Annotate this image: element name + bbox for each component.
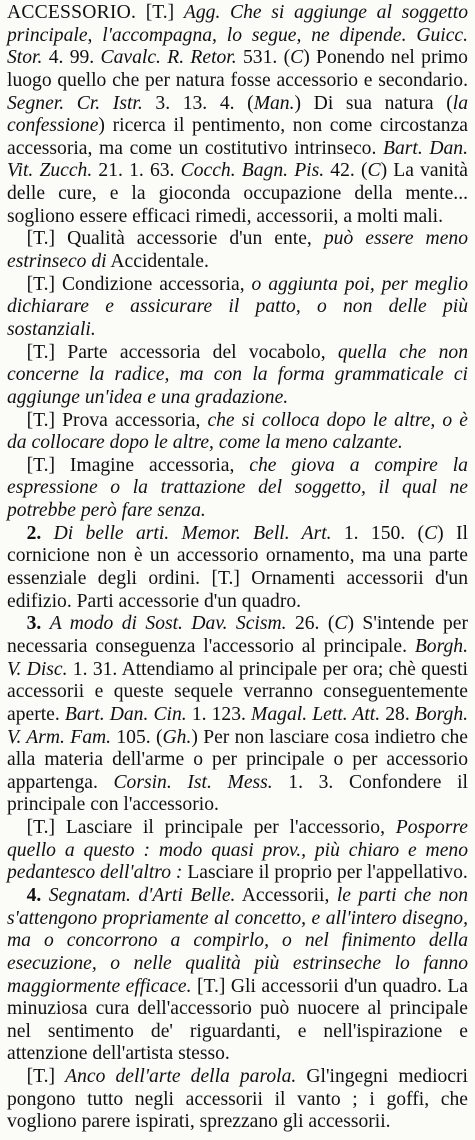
- text-run: 4. 99.: [42, 47, 101, 69]
- entry-paragraph: [7, 1066, 468, 1134]
- entry-paragraph: [7, 228, 468, 273]
- italic-text-run: o aggiunta poi, per meglio dichiarare e assicurare il patto, o non delle più sostanziali.: [7, 273, 468, 340]
- italic-text-run: l'accompagna, lo segue, ne dipende. Guicc. Stor.: [7, 24, 469, 69]
- entry-paragraph: [7, 885, 468, 1066]
- italic-text-run: C: [334, 613, 348, 635]
- italic-text-run: Man.: [253, 92, 295, 114]
- entry-paragraph: [7, 410, 468, 455]
- text-run: 3. 13. 4. (: [142, 92, 254, 114]
- text-run: ) Ponendo nel primo luogo quello che per natura fosse accessorio e secondario.: [7, 47, 468, 91]
- text-run: ) Di sua natura (: [294, 92, 453, 114]
- text-run: [T.] Condizione accessoria,: [26, 273, 252, 295]
- italic-text-run: Di belle arti. Memor. Bell. Art.: [53, 522, 332, 544]
- entry-paragraph: [7, 2, 468, 228]
- text-run: [T.] Gli accessorii d'un quadro. La minuziosa cura dell'accessorio può nuocere al principale nel sentimento de' riguardanti, e nell'ispirazione e attenzione dell'artista stesso.: [7, 975, 468, 1065]
- sense-number: 2.: [26, 522, 54, 544]
- text-run: 21. 1. 63.: [92, 160, 181, 182]
- entry-paragraph: [7, 342, 468, 410]
- text-run: ,: [87, 24, 103, 46]
- text-run: [T.]: [26, 1066, 66, 1088]
- italic-text-run: A modo di Sost. Dav. Scism.: [49, 613, 287, 635]
- italic-text-run: quella che non concerne la radice, ma con la forma grammaticale ci aggiunge un'idea e una gradazione.: [7, 341, 468, 408]
- italic-text-run: C: [424, 522, 438, 544]
- headword: ACCESSORIO.: [7, 2, 137, 23]
- entry-paragraph: [7, 274, 468, 342]
- italic-text-run: Anco dell'arte della parola.: [65, 1066, 297, 1088]
- italic-text-run: le parti che non s'attengono propriamente al concetto, e all'intero disegno, ma o concorrono a compirlo, o nel finimento della esecuzione, o nelle qualità più estrinseche lo fanno maggiormente efficace.: [7, 884, 468, 997]
- italic-text-run: Agg. Che si aggiunge al soggetto principale: [7, 2, 468, 46]
- text-run: 1. 150. (: [331, 522, 425, 544]
- italic-text-run: Bart. Dan. Cin.: [64, 703, 187, 725]
- italic-text-run: C: [367, 160, 381, 182]
- italic-text-run: Cavalc. R. Retor.: [100, 47, 237, 69]
- text-run: 1. 123.: [186, 703, 252, 725]
- italic-text-run: Cocch. Bagn. Pis.: [180, 160, 325, 182]
- text-run: [T.] Imagine accessoria,: [26, 454, 250, 476]
- text-run: Accidentale.: [106, 251, 209, 273]
- text-run: 531. (: [236, 47, 291, 69]
- italic-text-run: Posporre quello a questo : modo quasi prov., più chiaro e meno pedantesco dell'altro :: [7, 817, 468, 884]
- italic-text-run: può essere meno estrinseco di: [7, 228, 468, 273]
- text-run: [T.] Prova accessoria,: [26, 409, 208, 431]
- text-run: 1. 31. Attendiamo al principale per ora; chè questi accessorii e queste sequele verranno conseguentemente aperte.: [7, 658, 468, 725]
- text-run: 42. (: [324, 160, 368, 182]
- entry-paragraph: [7, 455, 468, 523]
- italic-text-run: Segnatam. d'Arti Belle.: [48, 884, 236, 906]
- italic-text-run: Magal. Lett. Att.: [251, 703, 381, 725]
- italic-text-run: che giova a compire la espressione o la trattazione del soggetto, il qual ne potrebbe però fare senza.: [7, 454, 468, 522]
- entry-paragraph: [7, 613, 468, 817]
- sense-number: 4.: [26, 884, 49, 906]
- italic-text-run: Corsin. Ist. Mess.: [113, 771, 273, 793]
- text-run: 26. (: [286, 613, 335, 635]
- text-run: ) La vanità delle cure, e la gioconda occupazione della mente... sogliono essere efficaci rimedi, accessorii, a molti mali.: [7, 160, 468, 227]
- italic-text-run: Gh.: [162, 726, 192, 748]
- text-run: Gl'ingegni mediocri pongono tutto negli accessorii il vanto ; i goffi, che vogliono parere ispirati, sprezzano gli accessorii.: [7, 1066, 468, 1133]
- text-run: ) ricerca il pentimento, non come circostanza accessoria, ma come un costitutivo intrinseco.: [7, 115, 468, 159]
- text-run: ) Per non lasciare cosa indietro che alla materia dell'arme o per principale o per accessorio appartenga.: [7, 726, 468, 793]
- italic-text-run: Borgh. V. Disc.: [7, 635, 468, 680]
- text-run: 1. 3. Confondere il principale con l'accessorio.: [7, 771, 468, 816]
- text-run: [T.] Qualità accessorie d'un ente,: [26, 228, 324, 250]
- italic-text-run: Borgh. V. Arm. Fam.: [7, 703, 469, 748]
- text-run: ) S'intende per necessaria conseguenza l'accessorio al principale.: [7, 613, 468, 657]
- text-run: Lasciare il proprio per l'appellativo.: [182, 862, 468, 884]
- italic-text-run: la confessione: [7, 92, 468, 137]
- text-run: 28.: [380, 703, 415, 725]
- text-run: [T.]: [136, 2, 184, 23]
- sense-number: 3.: [26, 613, 50, 635]
- text-run: [T.] Parte accessoria del vocabolo,: [26, 341, 338, 363]
- text-run: [T.] Lasciare il principale per l'accessorio,: [26, 817, 396, 839]
- italic-text-run: Segner. Cr. Istr.: [7, 92, 143, 114]
- entry-paragraph: [7, 523, 468, 614]
- text-run: ) Il cornicione non è un accessorio ornamento, ma una parte essenziale degli ordini. [T.] Ornamenti accessorii d'un edifizio. Parti accessorie d'un quadro.: [7, 522, 468, 612]
- text-run: 105. (: [111, 726, 163, 748]
- entry-paragraph: [7, 817, 468, 885]
- dictionary-entry-accessorio: [7, 2, 468, 1134]
- italic-text-run: Bart. Dan. Vit. Zucch.: [7, 137, 468, 182]
- italic-text-run: che si colloca dopo le altre, o è da collocare dopo le altre, come la meno calzante.: [7, 409, 468, 454]
- text-run: Accessorii,: [235, 884, 337, 906]
- italic-text-run: C: [290, 47, 304, 69]
